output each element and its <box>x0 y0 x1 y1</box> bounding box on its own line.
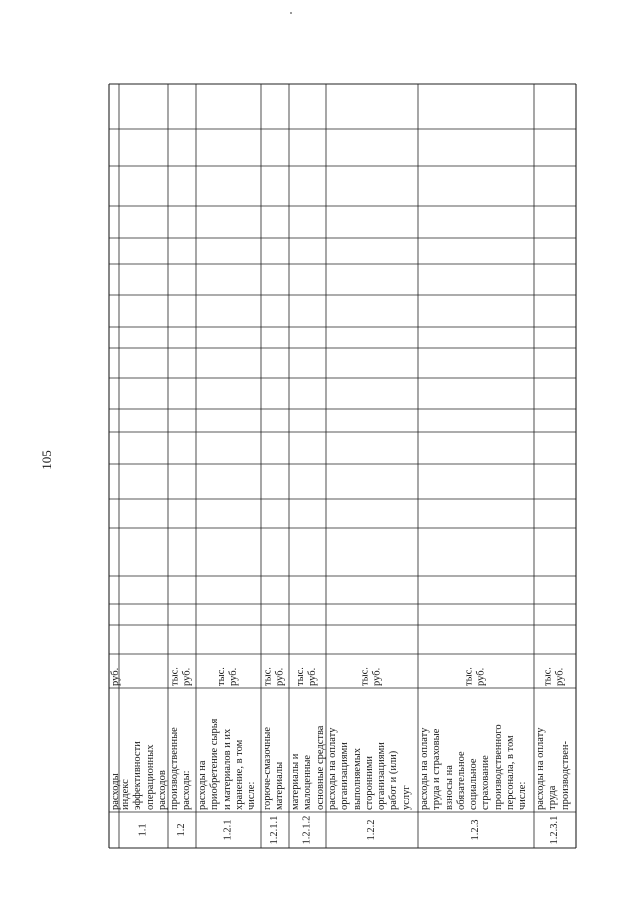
row-unit: тыс. руб. <box>295 667 319 686</box>
row-unit: тыс. руб. <box>542 667 566 686</box>
row-unit: тыс. руб. <box>169 667 193 686</box>
row-code: 1.2.2 <box>365 819 377 841</box>
row-name: индекс эффективности операционных расходов <box>120 741 168 810</box>
row-name: материалы и малоценные основные средства <box>290 725 326 810</box>
row-code: 1.2.1.2 <box>301 815 313 845</box>
row-code: 1.1 <box>137 823 149 837</box>
row-unit: тыс. руб. <box>216 667 240 686</box>
row-name: расходы на приобретение сырья и материалов и их хранение, в том числе: <box>197 718 258 810</box>
row-unit: тыс. руб. <box>463 667 487 686</box>
row-unit: тыс. руб. <box>359 667 383 686</box>
row-code: 1.2.1 <box>222 819 234 841</box>
row-name: расходы <box>110 773 121 810</box>
row-name: производственные расходы: <box>169 727 193 810</box>
row-code: 1.2 <box>175 823 187 837</box>
row-code: 1.2.1.1 <box>268 815 280 845</box>
row-name: расходы на оплату труда производствен- <box>535 727 571 810</box>
row-name: горюче-смазочные материалы <box>262 726 286 810</box>
row-name: расходы на оплату труда и страховые взносы на обязательное социальное страхование производственного персонала, в том числе: <box>419 724 529 810</box>
row-code: 1.2.3.1 <box>548 815 560 845</box>
row-unit: руб. <box>110 667 121 686</box>
row-unit: тыс. руб. <box>262 667 286 686</box>
page-number: 105 <box>39 450 54 470</box>
row-name: расходы на оплату организациями выполняемых сторонними организациями работ и (или) услуг <box>327 727 412 810</box>
row-code: 1.2.3 <box>469 819 481 841</box>
